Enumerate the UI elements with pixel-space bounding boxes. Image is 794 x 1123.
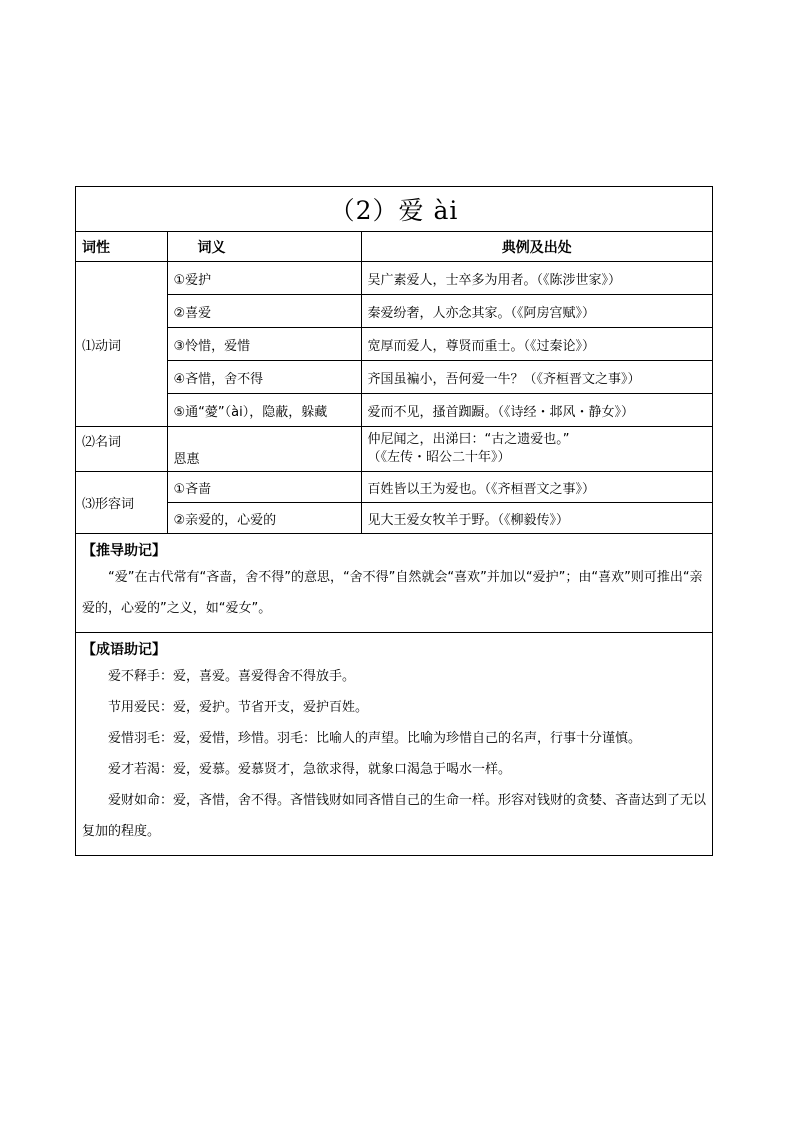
example-cell: 秦爱纷奢，人亦念其家。（《阿房宫赋》） bbox=[361, 295, 712, 328]
idioms-heading: 【成语助记】 bbox=[82, 642, 166, 658]
derivation-text: “爱”在古代常有“吝啬，舍不得”的意思，“舍不得”自然就会“喜欢”并加以“爱护”；由“喜欢”则可推出“亲爱的，心爱的”之义，如“爱女”。 bbox=[82, 570, 703, 616]
idiom-item: 爱惜羽毛：爱，爱惜，珍惜。羽毛：比喻人的声望。比喻为珍惜自己的名声，行事十分谨慎。 bbox=[108, 731, 642, 746]
example-cell: 爱而不见，搔首踟蹰。（《诗经・邶风・静女》） bbox=[361, 394, 712, 427]
definition-table bbox=[76, 232, 712, 534]
table-row bbox=[76, 361, 712, 394]
meaning-cell: ①吝啬 bbox=[167, 472, 361, 503]
meaning-cell: ④吝惜，舍不得 bbox=[167, 361, 361, 394]
idiom-item: 爱才若渴：爱，爱慕。爱慕贤才，急欲求得，就象口渴急于喝水一样。 bbox=[108, 762, 512, 777]
table-row bbox=[76, 472, 712, 503]
vocabulary-card bbox=[75, 186, 713, 856]
table-row bbox=[76, 262, 712, 295]
meaning-cell: ①爱护 bbox=[167, 262, 361, 295]
example-line-1: 仲尼闻之，出涕曰：“古之遗爱也。” bbox=[367, 432, 570, 447]
meaning-cell: ②喜爱 bbox=[167, 295, 361, 328]
meaning-cell: ③怜惜，爱惜 bbox=[167, 328, 361, 361]
table-row bbox=[76, 427, 712, 472]
idiom-item: 爱财如命：爱，吝惜，舍不得。吝惜钱财如同吝惜自己的生命一样。形容对钱财的贪婪、吝啬达到了无以复加的程度。 bbox=[82, 793, 707, 839]
example-cell bbox=[361, 427, 712, 472]
derivation-section bbox=[76, 534, 712, 632]
pos-cell-noun: ⑵名词 bbox=[76, 427, 167, 472]
example-cell: 吴广素爱人，士卒多为用者。（《陈涉世家》） bbox=[361, 262, 712, 295]
table-row bbox=[76, 394, 712, 427]
table-row bbox=[76, 328, 712, 361]
example-cell: 百姓皆以王为爱也。（《齐桓晋文之事》） bbox=[361, 472, 712, 503]
idiom-item: 节用爱民：爱，爱护。节省开支，爱护百姓。 bbox=[108, 700, 369, 715]
idioms-section bbox=[76, 632, 712, 855]
example-cell: 宽厚而爱人，尊贤而重士。（《过秦论》） bbox=[361, 328, 712, 361]
table-row bbox=[76, 503, 712, 534]
header-pos: 词性 bbox=[76, 232, 167, 262]
example-cell: 见大王爱女牧羊于野。（《柳毅传》） bbox=[361, 503, 712, 534]
derivation-heading: 【推导助记】 bbox=[82, 543, 166, 559]
example-cell: 齐国虽褊小，吾何爱一牛？（《齐桓晋文之事》） bbox=[361, 361, 712, 394]
pos-cell-verb: ⑴动词 bbox=[76, 262, 167, 427]
idiom-item: 爱不释手：爱，喜爱。喜爱得舍不得放手。 bbox=[108, 669, 356, 684]
meaning-cell: ②亲爱的，心爱的 bbox=[167, 503, 361, 534]
example-line-2: （《左传・昭公二十年》） bbox=[367, 450, 511, 465]
meaning-cell: 恩惠 bbox=[167, 427, 361, 472]
table-row bbox=[76, 295, 712, 328]
meaning-cell: ⑤通“薆”（ài），隐蔽，躲藏 bbox=[167, 394, 361, 427]
pos-cell-adjective: ⑶形容词 bbox=[76, 472, 167, 534]
header-meaning: 词义 bbox=[167, 232, 361, 262]
page-title: （2）爱 ài bbox=[76, 187, 712, 232]
table-header-row bbox=[76, 232, 712, 262]
header-example: 典例及出处 bbox=[361, 232, 712, 262]
